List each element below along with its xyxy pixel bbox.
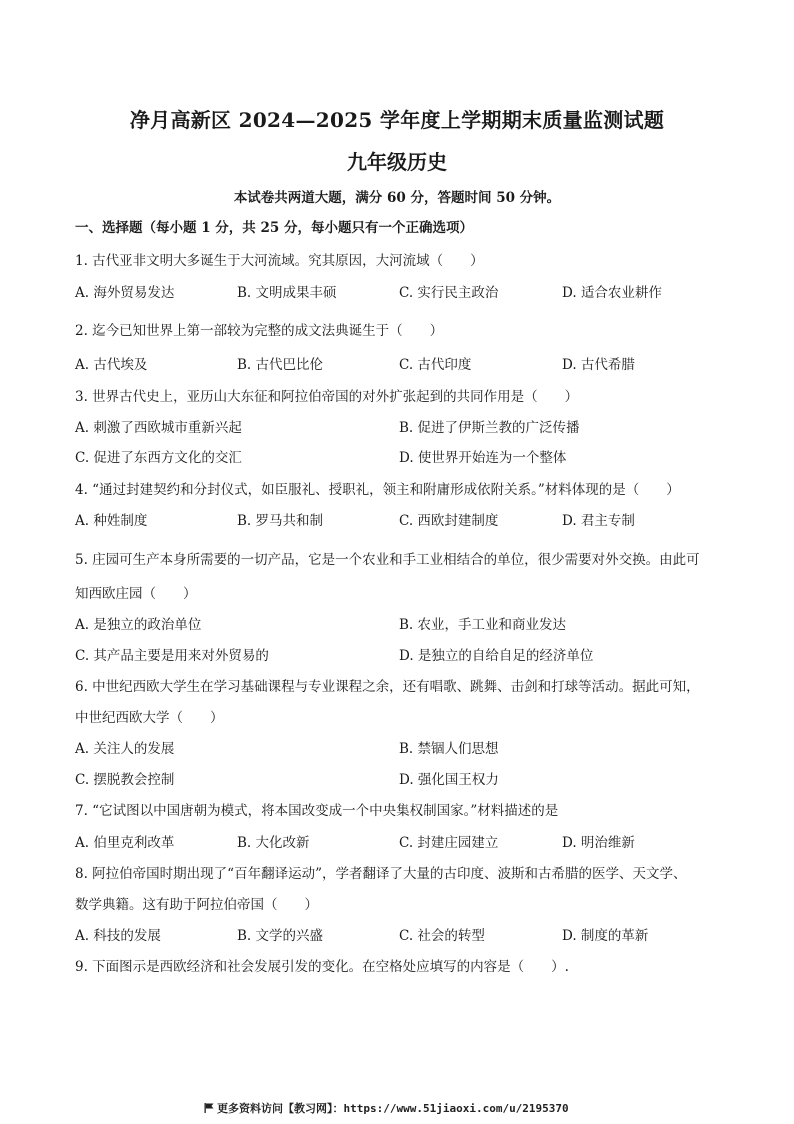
exam-note: 本试卷共两道大题，满分 60 分，答题时间 50 分钟。 <box>233 190 561 206</box>
question-3-line-1: 3. 世界古代史上，亚历山大东征和阿拉伯帝国的对外扩张起到的共同作用是（ ） <box>75 389 579 405</box>
question-5-line-2: 知西欧庄园（ ） <box>75 586 197 602</box>
question-4-option-a: A. 种姓制度 <box>75 513 148 529</box>
question-6-option-d: D. 强化国王权力 <box>399 772 499 788</box>
question-6-option-b: B. 禁锢人们思想 <box>399 741 499 757</box>
question-5-option-d: D. 是独立的自给自足的经济单位 <box>399 648 594 664</box>
section-title: 一、选择题（每小题 1 分，共 25 分，每小题只有一个正确选项） <box>75 220 473 236</box>
question-5-option-c: C. 其产品主要是用来对外贸易的 <box>75 648 269 664</box>
question-1-option-b: B. 文明成果丰硕 <box>237 285 337 301</box>
footer-text: 更多资料访问【教习网】：https://www.51jiaoxi.com/u/2195370 <box>217 1102 569 1115</box>
question-5-option-b: B. 农业，手工业和商业发达 <box>399 617 567 633</box>
question-4-option-d: D. 君主专制 <box>562 513 635 529</box>
question-8-line-2: 数学典籍。这有助于阿拉伯帝国（ ） <box>75 897 318 913</box>
question-2-option-c: C. 古代印度 <box>399 357 472 373</box>
question-8-line-1: 8. 阿拉伯帝国时期出现了“百年翻译运动”，学者翻译了大量的古印度、波斯和古希腊的医学、天文学、 <box>75 866 687 882</box>
question-2-option-a: A. 古代埃及 <box>75 357 148 373</box>
question-7-line-1: 7. “它试图以中国唐朝为模式，将本国改变成一个中央集权制国家。”材料描述的是 <box>75 803 559 819</box>
question-6-line-1: 6. 中世纪西欧大学生在学习基础课程与专业课程之余，还有唱歌、跳舞、击剑和打球等活动。据此可知， <box>75 679 700 695</box>
question-7-option-a: A. 伯里克利改革 <box>75 835 175 851</box>
question-1-line-1: 1. 古代亚非文明大多诞生于大河流域。究其原因，大河流域（ ） <box>75 253 484 269</box>
question-2-option-b: B. 古代巴比伦 <box>237 357 324 373</box>
question-3-option-c: C. 促进了东西方文化的交汇 <box>75 450 242 466</box>
question-4-option-c: C. 西欧封建制度 <box>399 513 499 529</box>
question-8-option-c: C. 社会的转型 <box>399 928 485 944</box>
question-2-option-d: D. 古代希腊 <box>562 357 635 373</box>
question-6-line-2: 中世纪西欧大学（ ） <box>75 710 224 726</box>
question-5-option-a: A. 是独立的政治单位 <box>75 617 202 633</box>
exam-title: 净月高新区 2024—2025 学年度上学期期末质量监测试题 <box>129 108 665 132</box>
question-1-option-c: C. 实行民主政治 <box>399 285 499 301</box>
question-3-option-d: D. 使世界开始连为一个整体 <box>399 450 567 466</box>
flag-icon <box>204 1103 214 1113</box>
question-3-option-b: B. 促进了伊斯兰教的广泛传播 <box>399 420 580 436</box>
question-3-option-a: A. 刺激了西欧城市重新兴起 <box>75 420 242 436</box>
question-1-option-a: A. 海外贸易发达 <box>75 285 175 301</box>
footer-link[interactable] <box>204 1100 569 1116</box>
question-7-option-c: C. 封建庄园建立 <box>399 835 499 851</box>
question-7-option-d: D. 明治维新 <box>562 835 635 851</box>
question-2-line-1: 2. 迄今已知世界上第一部较为完整的成文法典诞生于（ ） <box>75 323 444 339</box>
question-6-option-c: C. 摆脱教会控制 <box>75 772 175 788</box>
question-7-option-b: B. 大化改新 <box>237 835 310 851</box>
question-8-option-d: D. 制度的革新 <box>562 928 649 944</box>
question-8-option-b: B. 文学的兴盛 <box>237 928 324 944</box>
question-8-option-a: A. 科技的发展 <box>75 928 161 944</box>
question-9-line-1: 9. 下面图示是西欧经济和社会发展引发的变化。在空格处应填写的内容是（ ）. <box>75 959 569 975</box>
question-4-line-1: 4. “通过封建契约和分封仪式，如臣服礼、授职礼，领主和附庸形成依附关系。”材料体现的是（ ） <box>75 482 680 498</box>
question-5-line-1: 5. 庄园可生产本身所需要的一切产品，它是一个农业和手工业相结合的单位，很少需要对外交换。由此可 <box>75 552 700 568</box>
question-4-option-b: B. 罗马共和制 <box>237 513 324 529</box>
exam-subtitle: 九年级历史 <box>347 150 447 174</box>
question-1-option-d: D. 适合农业耕作 <box>562 285 662 301</box>
question-6-option-a: A. 关注人的发展 <box>75 741 175 757</box>
